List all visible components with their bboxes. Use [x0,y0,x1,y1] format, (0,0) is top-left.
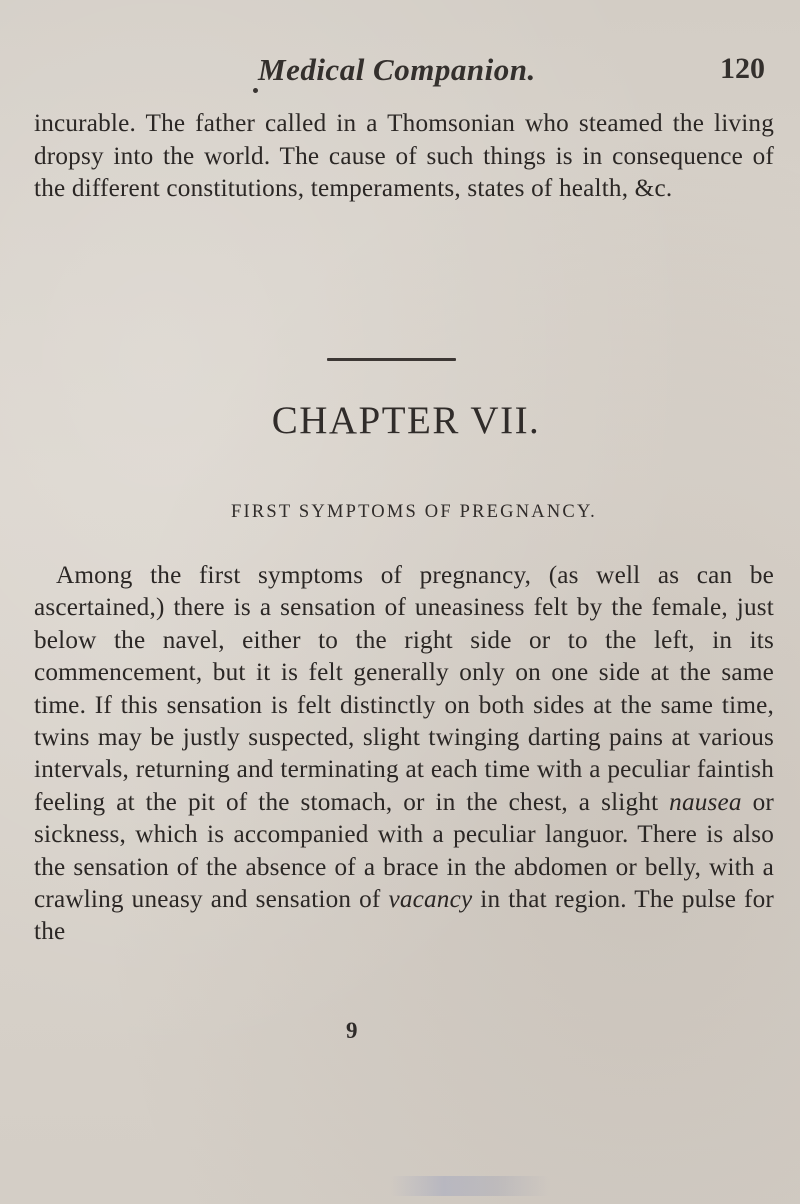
emphasis-vacancy: vacancy [388,886,473,914]
running-title: Medical Companion. [258,52,536,87]
chapter-title: CHAPTER VII. [271,399,541,442]
paragraph-text-part-2: or sickness, which is accompanied with a peculiar languor. There is also the sensation of the absence of a brace in the abdomen or belly, with a crawling uneasy and sensation of [34,788,774,914]
running-head [0,52,800,96]
signature-mark: 9 [346,1018,358,1043]
chapter-paragraph [34,560,774,949]
paragraph-text-part-3: in that region. The pulse for the [34,886,775,946]
bullet-dot [253,88,258,93]
section-divider-rule [327,358,456,361]
chapter-subtitle: FIRST SYMPTOMS OF PREGNANCY. [231,502,597,522]
paragraph-continuation: incurable. The father called in a Thomsonian who steamed the living dropsy into the world. The cause of such things is in consequence of the different constitutions, temperaments, states of health, &c. [34,110,774,203]
paragraph-text-part-1: Among the first symptoms of pregnancy, (as well as can be ascertained,) there is a sensation of uneasiness felt by the female, just below the navel, either to the right side or to the left, in its commencement, but it is felt generally only on one side at the same time. If this sensation is felt distinctly on both sides at the same time, twins may be justly suspected, slight twinging darting pains at various intervals, returning and terminating at each time with a peculiar faintish feeling at the pit of the stomach, or in the chest, a slight [34,562,774,816]
paper-stain [390,1176,550,1196]
page-number: 120 [720,52,765,85]
emphasis-nausea: nausea [669,788,742,816]
